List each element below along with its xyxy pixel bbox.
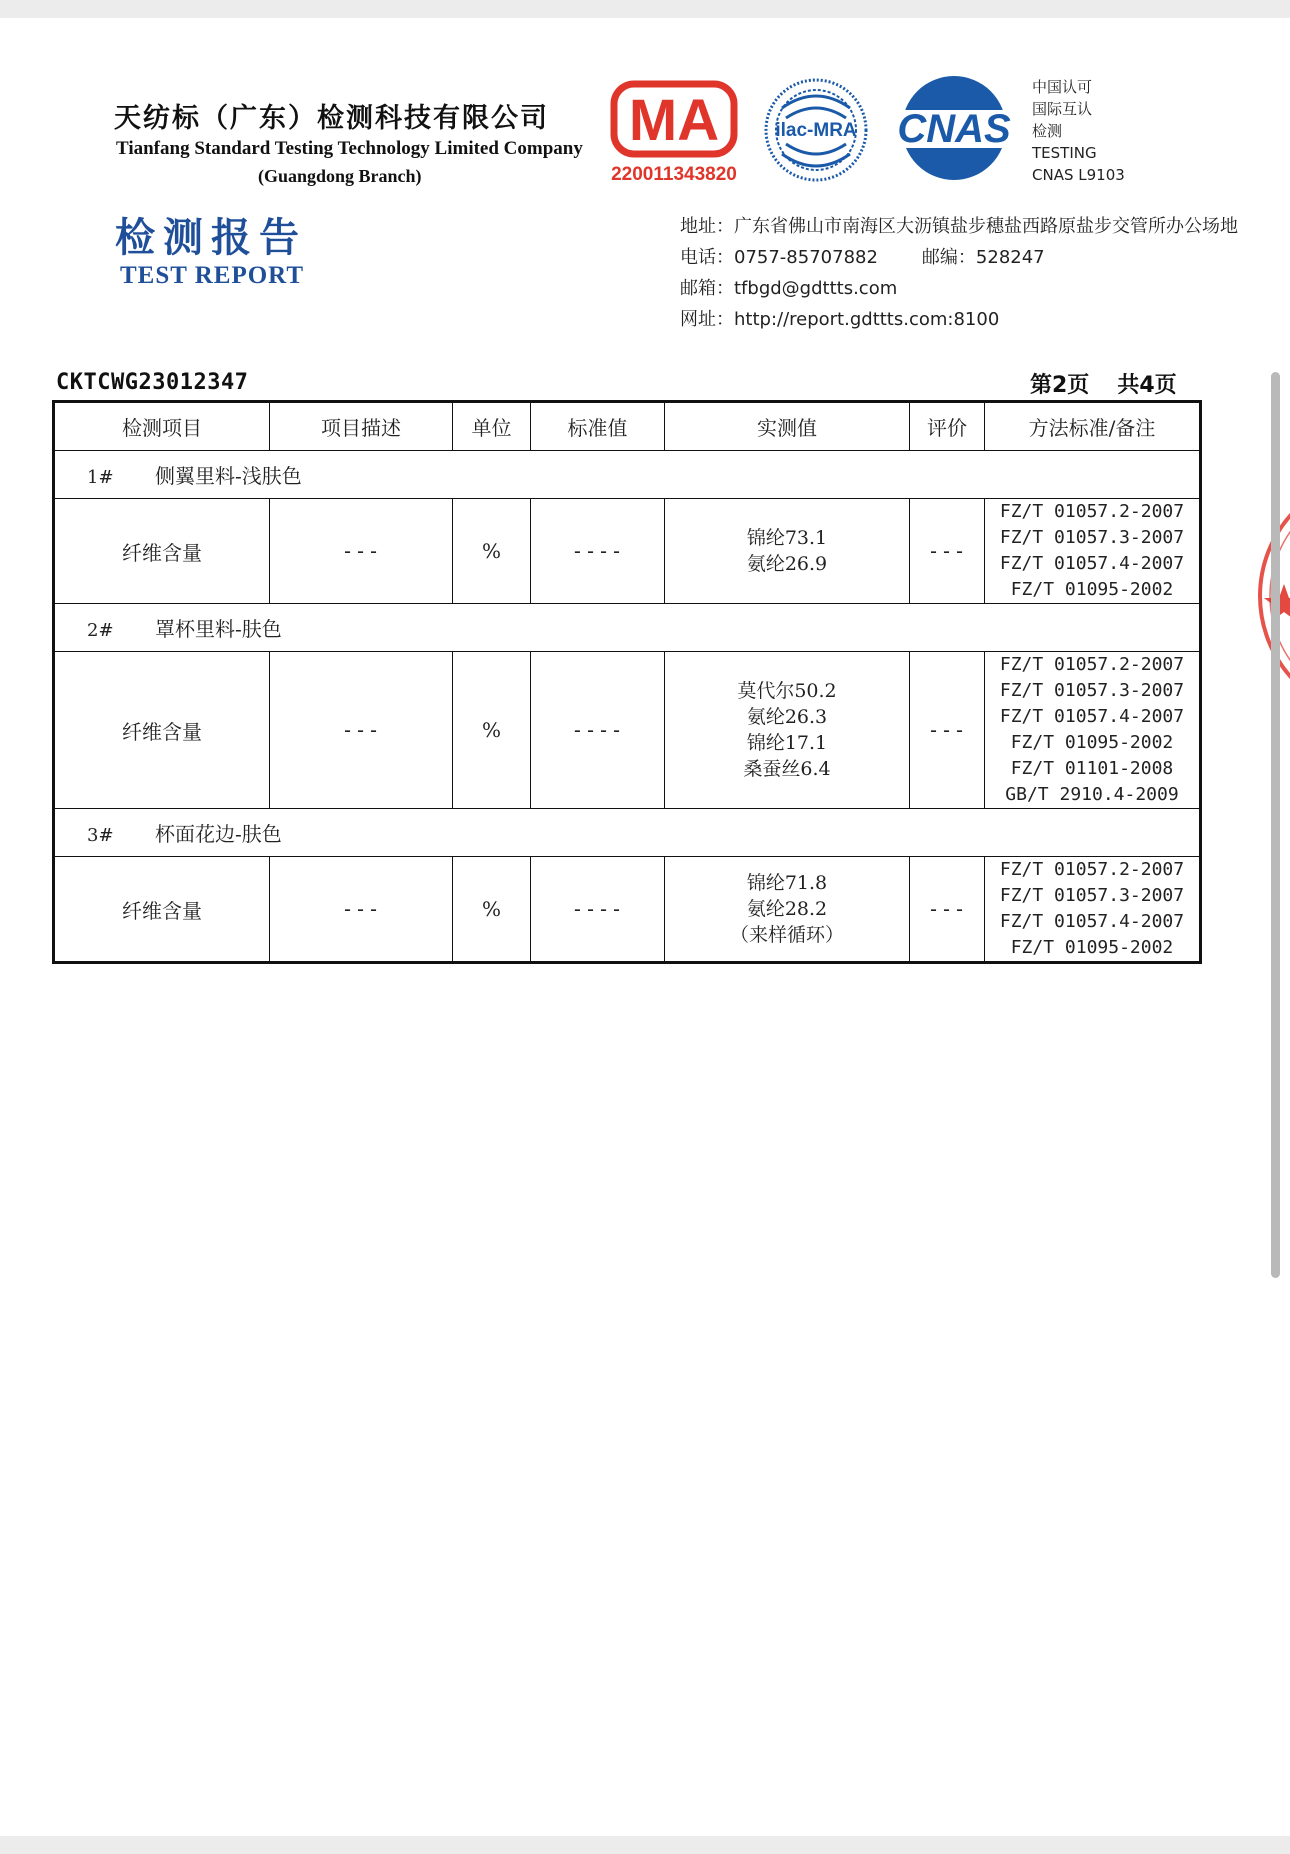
report-number: CKTCWG23012347 [56,370,249,395]
ilac-logo-text: ilac-MRA [775,120,857,141]
postcode: 邮编：528247 [921,247,1045,268]
sample-label [54,604,1201,652]
cma-logo-text: MA [628,88,720,153]
measured-line: 氨纶28.2 [746,898,828,920]
standard-value: ---- [531,499,665,604]
cnas-caption-line: CNAS L9103 [1032,166,1125,184]
cma-number: 220011343820 [611,164,737,185]
page-indicator [1030,368,1177,399]
cnas-caption [1032,76,1125,186]
method-standards [985,652,1201,809]
sample-id: 3# [87,825,114,846]
phone: 电话：0757-85707882 [680,247,878,268]
method-standards [985,499,1201,604]
company-name-en: Tianfang Standard Testing Technology Limited Company [116,138,583,159]
sample-id: 1# [87,467,114,488]
evaluation: --- [910,857,985,963]
sample-label [54,809,1201,857]
contact-info [680,212,1238,336]
method-line: FZ/T 01057.4-2007 [999,706,1185,727]
cnas-caption-line: 国际互认 [1032,100,1093,118]
sample-name: 罩杯里料-肤色 [155,617,282,641]
measured-line: 桑蚕丝6.4 [743,758,831,780]
red-seal-stamp [1232,466,1290,726]
email: 邮箱：tfbgd@gdttts.com [680,278,898,299]
unit: % [453,499,531,604]
evaluation: --- [910,499,985,604]
cma-logo [610,76,738,188]
method-line: FZ/T 01057.4-2007 [999,911,1185,932]
cnas-caption-line: 中国认可 [1032,78,1093,96]
cnas-logo-text: CNAS [897,107,1011,151]
measured-value [665,857,910,963]
test-item: 纤维含量 [54,857,270,963]
sample-id: 2# [87,620,114,641]
method-standards [985,857,1201,963]
table-header-row [54,402,1201,451]
method-line: FZ/T 01095-2002 [1010,732,1174,753]
unit: % [453,652,531,809]
header-description: 项目描述 [270,402,453,451]
address: 地址：广东省佛山市南海区大沥镇盐步穗盐西路原盐步交管所办公场地 [680,216,1238,237]
cnas-logo [888,72,1020,184]
company-branch: (Guangdong Branch) [258,166,422,186]
test-item: 纤维含量 [54,652,270,809]
description: --- [270,857,453,963]
website: 网址：http://report.gdttts.com:8100 [680,309,1000,330]
ilac-mra-logo [762,64,870,196]
phone-postcode-line [680,243,1238,274]
result-row [54,857,1201,963]
result-row [54,499,1201,604]
test-item: 纤维含量 [54,499,270,604]
sample-name: 侧翼里料-浅肤色 [155,464,302,488]
standard-value: ---- [531,857,665,963]
header-test-item: 检测项目 [54,402,270,451]
method-line: FZ/T 01057.2-2007 [999,859,1185,880]
page-number: 第2页 [1030,373,1090,398]
sample-label [54,451,1201,499]
measured-line: 锦纶73.1 [746,527,828,549]
measured-value [665,499,910,604]
description: --- [270,652,453,809]
method-line: FZ/T 01101-2008 [1010,758,1174,779]
method-line: FZ/T 01057.2-2007 [999,501,1185,522]
measured-line: 锦纶71.8 [746,872,828,894]
measured-value [665,652,910,809]
method-line: FZ/T 01095-2002 [1010,579,1174,600]
report-page [0,18,1290,1836]
measured-line: 氨纶26.9 [746,553,828,575]
evaluation: --- [910,652,985,809]
description: --- [270,499,453,604]
header-evaluation: 评价 [910,402,985,451]
results-table [52,400,1202,964]
cnas-caption-line: TESTING [1032,144,1097,162]
result-row [54,652,1201,809]
sample-row [54,604,1201,652]
header-measured-value: 实测值 [665,402,910,451]
report-title-cn: 检测报告 [115,214,307,261]
page-total: 共4页 [1117,373,1177,398]
sample-row [54,451,1201,499]
measured-line: （来样循环） [729,924,844,946]
unit: % [453,857,531,963]
sample-name: 杯面花边-肤色 [155,822,282,846]
method-line: FZ/T 01057.3-2007 [999,680,1185,701]
method-line: FZ/T 01057.4-2007 [999,553,1185,574]
header-standard-value: 标准值 [531,402,665,451]
method-line: FZ/T 01057.3-2007 [999,885,1185,906]
header-method: 方法标准/备注 [985,402,1201,451]
vertical-scrollbar[interactable] [1271,372,1280,1278]
standard-value: ---- [531,652,665,809]
method-line: FZ/T 01057.3-2007 [999,527,1185,548]
header-unit: 单位 [453,402,531,451]
method-line: FZ/T 01095-2002 [1010,937,1174,958]
sample-row [54,809,1201,857]
measured-line: 锦纶17.1 [746,732,828,754]
cnas-caption-line: 检测 [1032,122,1063,140]
method-line: FZ/T 01057.2-2007 [999,654,1185,675]
report-title-en: TEST REPORT [120,262,305,289]
measured-line: 氨纶26.3 [746,706,828,728]
company-name-cn: 天纺标（广东）检测科技有限公司 [114,103,549,134]
method-line: GB/T 2910.4-2009 [1005,784,1179,805]
measured-line: 莫代尔50.2 [737,680,837,702]
